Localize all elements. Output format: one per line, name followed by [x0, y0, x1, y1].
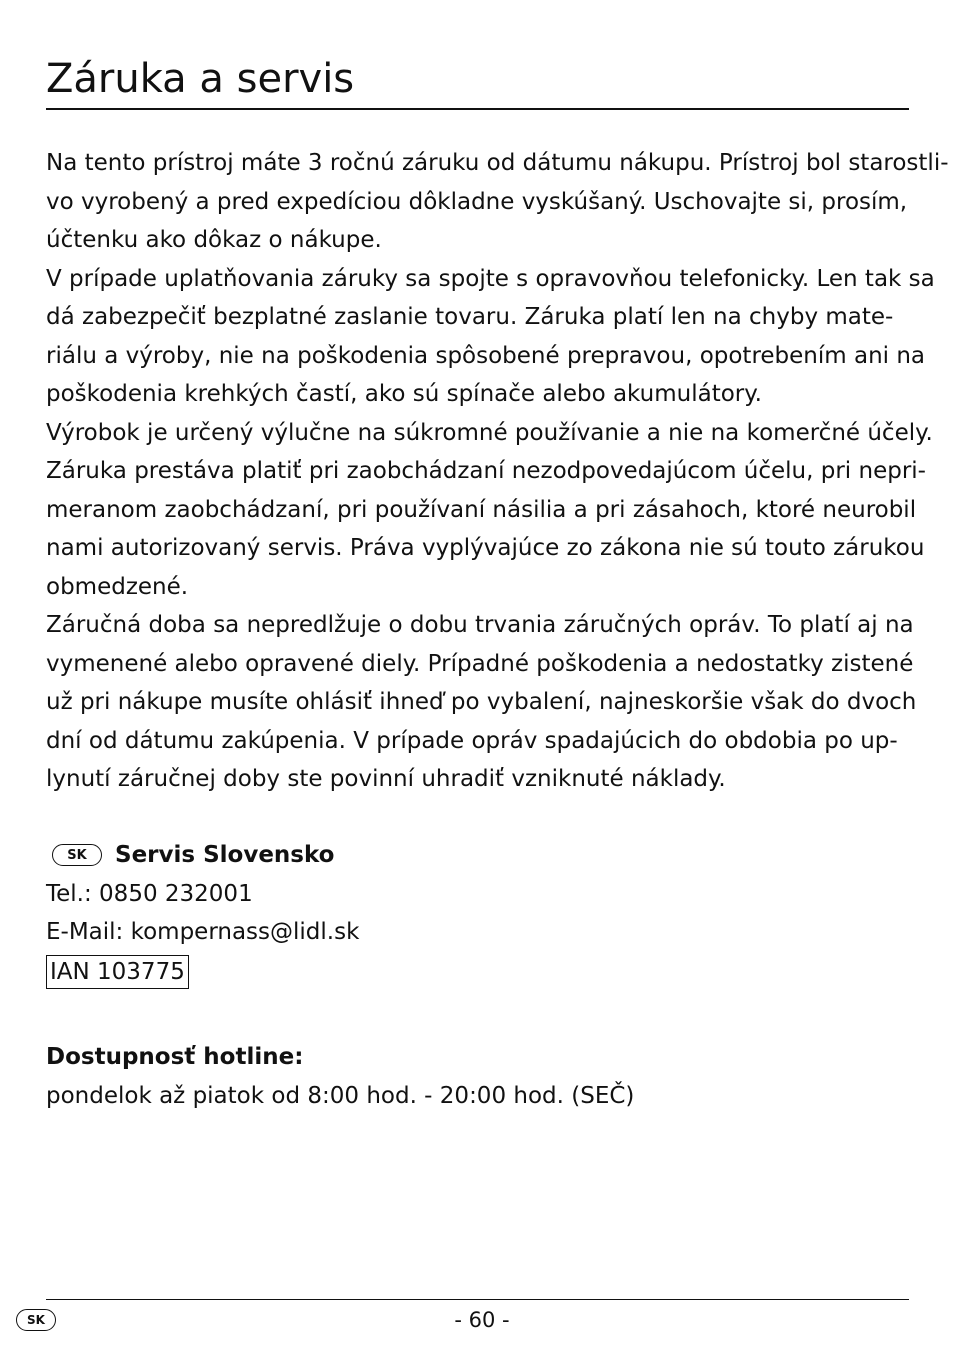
footer-country-badge: SK [16, 1309, 56, 1331]
text-line: vymenené alebo opravené diely. Prípadné poškodenia a nedostatky zistené [46, 650, 914, 677]
text-line: Záruka prestáva platiť pri zaobchádzaní nezodpovedajúcom účelu, pri nepri- [46, 458, 926, 484]
service-block [46, 836, 359, 991]
service-email: E-Mail: kompernass@lidl.sk [46, 919, 360, 945]
title-divider [46, 108, 909, 110]
text-line: meranom zaobchádzaní, pri používaní násilia a pri zásahoch, ktoré neurobil [46, 496, 917, 523]
text-line: poškodenia krehkých častí, ako sú spínače alebo akumulátory. [46, 381, 762, 407]
text-line: Na tento prístroj máte 3 ročnú záruku od dátumu nákupu. Prístroj bol starostli- [46, 150, 949, 176]
text-line: vo vyrobený a pred expedíciou dôkladne vyskúšaný. Uschovajte si, prosím, [46, 188, 908, 215]
hotline-heading: Dostupnosť hotline: [46, 1044, 304, 1070]
service-heading-row [46, 836, 359, 875]
text-line: Výrobok je určený výlučne na súkromné používanie a nie na komerčné účely. [46, 419, 933, 446]
hotline-hours: pondelok až piatok od 8:00 hod. - 20:00 hod. (SEČ) [46, 1082, 635, 1109]
text-line: Záručná doba sa nepredlžuje o dobu trvania záručných opráv. To platí aj na [46, 612, 914, 638]
footer-divider [46, 1299, 909, 1300]
warranty-text [46, 144, 949, 799]
text-line: obmedzené. [46, 573, 189, 600]
ian-number: IAN 103775 [46, 955, 189, 989]
text-line: lynutí záručnej doby ste povinní uhradiť vzniknuté náklady. [46, 766, 726, 792]
page-number: - 60 - [454, 1308, 510, 1332]
service-phone: Tel.: 0850 232001 [46, 880, 253, 907]
service-heading: Servis Slovensko [115, 842, 335, 868]
country-badge: SK [52, 844, 102, 866]
text-line: dá zabezpečiť bezplatné zaslanie tovaru. Záruka platí len na chyby mate- [46, 304, 894, 330]
text-line: V prípade uplatňovania záruky sa spojte s opravovňou telefonicky. Len tak sa [46, 265, 935, 292]
text-line: účtenku ako dôkaz o nákupe. [46, 227, 382, 253]
ian-row [46, 952, 359, 992]
text-line: riálu a výroby, nie na poškodenia spôsobené prepravou, opotrebením ani na [46, 342, 926, 369]
text-line: dní od dátumu zakúpenia. V prípade opráv spadajúcich do obdobia po up- [46, 727, 898, 754]
text-line: už pri nákupe musíte ohlásiť ihneď po vybalení, najneskoršie však do dvoch [46, 689, 917, 715]
page-title: Záruka a servis [46, 56, 355, 102]
text-line: nami autorizovaný servis. Práva vyplývajúce zo zákona nie sú touto zárukou [46, 535, 925, 561]
hotline-block [46, 1038, 634, 1115]
